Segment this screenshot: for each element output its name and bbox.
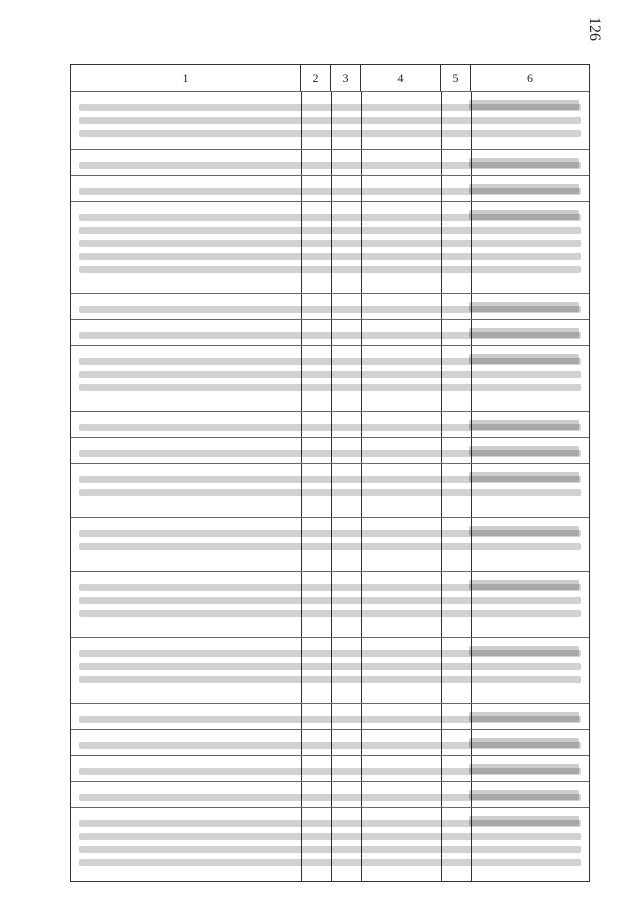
table-row [71,781,589,807]
table-row [71,175,589,201]
row-value-placeholder [469,816,579,826]
table-row [71,437,589,463]
text-line [79,227,581,234]
table-row [71,571,589,637]
table-row [71,293,589,319]
text-line [79,117,581,124]
row-value-placeholder [469,526,579,536]
table-row [71,201,589,293]
row-value-placeholder [469,790,579,800]
table-row [71,703,589,729]
col-1-header: 1 [71,65,301,91]
col-2-header: 2 [301,65,331,91]
text-line [79,266,581,273]
table-row [71,463,589,517]
text-line [79,610,581,617]
row-value-placeholder [469,420,579,430]
row-value-placeholder [469,100,579,110]
table-row [71,411,589,437]
text-line [79,833,581,840]
table-row [71,149,589,175]
text-line [79,663,581,670]
table-row [71,91,589,149]
row-value-placeholder [469,158,579,168]
row-value-placeholder [469,764,579,774]
col-4-header: 4 [361,65,441,91]
table-row [71,517,589,571]
budget-table [70,64,590,882]
table-row [71,807,589,882]
row-value-placeholder [469,580,579,590]
text-line [79,543,581,550]
table-row [71,729,589,755]
row-value-placeholder [469,712,579,722]
row-value-placeholder [469,472,579,482]
text-line [79,597,581,604]
text-line [79,253,581,260]
text-line [79,384,581,391]
row-value-placeholder [469,302,579,312]
text-line [79,240,581,247]
table-header [71,65,589,92]
table-row [71,319,589,345]
row-value-placeholder [469,446,579,456]
text-line [79,846,581,853]
table-row [71,755,589,781]
col-5-header: 5 [441,65,471,91]
table-body [71,91,589,881]
text-line [79,859,581,866]
text-line [79,489,581,496]
table-row [71,637,589,703]
row-value-placeholder [469,354,579,364]
text-line [79,130,581,137]
row-value-placeholder [469,210,579,220]
page-number: 126 [586,17,603,41]
row-value-placeholder [469,328,579,338]
col-6-header: 6 [527,70,533,85]
row-value-placeholder [469,738,579,748]
table-row [71,345,589,411]
row-value-placeholder [469,646,579,656]
text-line [79,371,581,378]
col-3-header: 3 [331,65,361,91]
text-line [79,676,581,683]
row-value-placeholder [469,184,579,194]
